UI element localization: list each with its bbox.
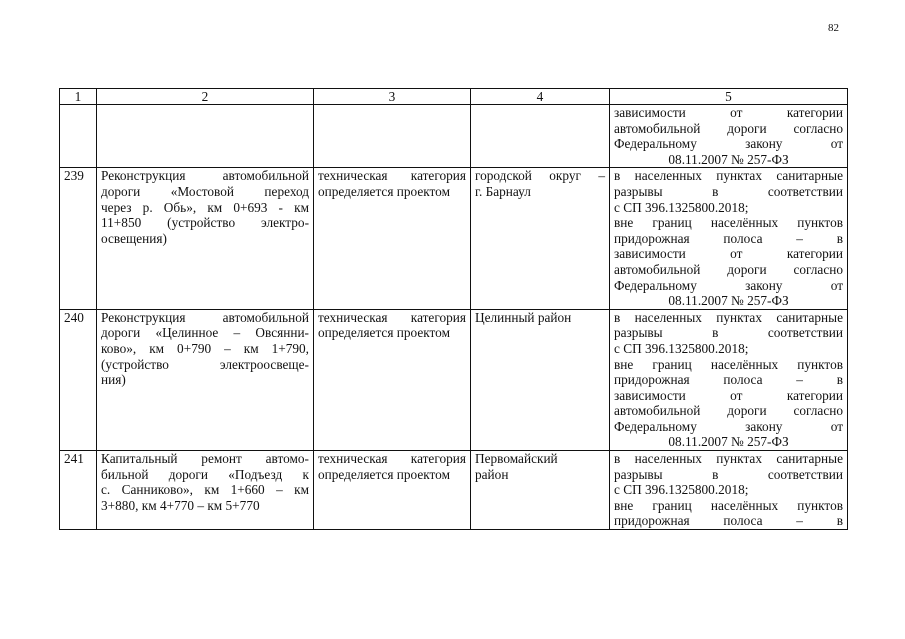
table-row xyxy=(60,451,848,530)
cell-line: зависимости от категории xyxy=(614,387,843,403)
cell-line: разрывы в соответствии xyxy=(614,325,843,341)
cell-line: автомобильной дороги согласно xyxy=(614,261,843,277)
table-cell-object xyxy=(97,168,314,309)
cell-line: техническая категория xyxy=(318,168,466,184)
column-header: 3 xyxy=(314,89,471,105)
table-cell-requirements xyxy=(610,168,848,309)
cell-line: Капитальный ремонт автомо- xyxy=(101,451,309,467)
table-cell xyxy=(314,105,471,168)
cell-line: с СП 396.1325800.2018; xyxy=(614,340,749,356)
column-header: 2 xyxy=(97,89,314,105)
row-number: 241 xyxy=(60,451,97,530)
cell-line: разрывы в соответствии xyxy=(614,466,843,482)
cell-line: бильной дороги «Подъезд к xyxy=(101,466,309,482)
cell-line: городской округ – xyxy=(475,168,605,184)
table-cell-category xyxy=(314,451,471,530)
cell-line: автомобильной дороги согласно xyxy=(614,120,843,136)
cell-line: определяется проектом xyxy=(318,183,450,199)
cell-line: придорожная полоса – в xyxy=(614,513,843,529)
cell-line: дороги «Целинное – Овсянни- xyxy=(101,325,309,341)
cell-line: техническая категория xyxy=(318,451,466,467)
cell-line: вне границ населённых пунктов xyxy=(614,215,843,231)
cell-line: Реконструкция автомобильной xyxy=(101,309,309,325)
cell-line: г. Барнаул xyxy=(475,183,531,199)
cell-line: Федеральному закону от xyxy=(614,136,843,152)
table-cell-requirements xyxy=(610,105,848,168)
column-header: 5 xyxy=(610,89,848,105)
cell-line: вне границ населённых пунктов xyxy=(614,356,843,372)
cell-line: зависимости от категории xyxy=(614,246,843,262)
table-cell-location xyxy=(471,309,610,450)
table-cell-object xyxy=(97,309,314,450)
cell-line: в населенных пунктах санитарные xyxy=(614,451,843,467)
cell-line: ния) xyxy=(101,372,126,388)
row-number: 239 xyxy=(60,168,97,309)
column-header: 4 xyxy=(471,89,610,105)
cell-line: с СП 396.1325800.2018; xyxy=(614,199,749,215)
cell-line: техническая категория xyxy=(318,309,466,325)
table-cell-requirements xyxy=(610,309,848,450)
cell-line: освещения) xyxy=(101,230,167,246)
table-cell-requirements xyxy=(610,451,848,530)
cell-line: придорожная полоса – в xyxy=(614,230,843,246)
table-cell xyxy=(60,105,97,168)
cell-line: с СП 396.1325800.2018; xyxy=(614,482,749,498)
cell-line: зависимости от категории xyxy=(614,105,843,120)
table-cell xyxy=(97,105,314,168)
cell-line: придорожная полоса – в xyxy=(614,372,843,388)
table-cell-location xyxy=(471,451,610,530)
cell-line: Федеральному закону от xyxy=(614,418,843,434)
cell-line: Федеральному закону от xyxy=(614,277,843,293)
cell-line: дороги «Мостовой переход xyxy=(101,183,309,199)
cell-line: 08.11.2007 № 257-ФЗ xyxy=(668,151,789,167)
table-cell xyxy=(471,105,610,168)
regulations-table xyxy=(59,88,848,530)
cell-line: Реконструкция автомобильной xyxy=(101,168,309,184)
table-row xyxy=(60,309,848,450)
table-cell-location xyxy=(471,168,610,309)
table-cell-category xyxy=(314,168,471,309)
cell-line: ково», км 0+790 – км 1+790, xyxy=(101,340,309,356)
table-cell-category xyxy=(314,309,471,450)
table-row-continuation xyxy=(60,105,848,168)
cell-line: Целинный район xyxy=(475,309,572,325)
cell-line: автомобильной дороги согласно xyxy=(614,403,843,419)
cell-line: район xyxy=(475,466,509,482)
cell-line: 08.11.2007 № 257-ФЗ xyxy=(668,293,789,309)
cell-line: через р. Обь», км 0+693 - км xyxy=(101,199,309,215)
cell-line: Первомайский xyxy=(475,451,558,467)
row-number: 240 xyxy=(60,309,97,450)
cell-line: вне границ населённых пунктов xyxy=(614,497,843,513)
cell-line: (устройство электроосвеще- xyxy=(101,356,309,372)
cell-line: определяется проектом xyxy=(318,466,450,482)
page-number: 82 xyxy=(828,22,839,34)
cell-line: в населенных пунктах санитарные xyxy=(614,168,843,184)
cell-line: определяется проектом xyxy=(318,325,450,341)
cell-line: в населенных пунктах санитарные xyxy=(614,309,843,325)
column-header: 1 xyxy=(60,89,97,105)
cell-line: 3+880, км 4+770 – км 5+770 xyxy=(101,497,260,513)
cell-line: с. Санниково», км 1+660 – км xyxy=(101,482,309,498)
cell-line: 08.11.2007 № 257-ФЗ xyxy=(668,434,789,450)
cell-line: 11+850 (устройство электро- xyxy=(101,215,309,231)
table-cell-object xyxy=(97,451,314,530)
cell-line: разрывы в соответствии xyxy=(614,183,843,199)
table-header-row xyxy=(60,89,848,105)
table-row xyxy=(60,168,848,309)
